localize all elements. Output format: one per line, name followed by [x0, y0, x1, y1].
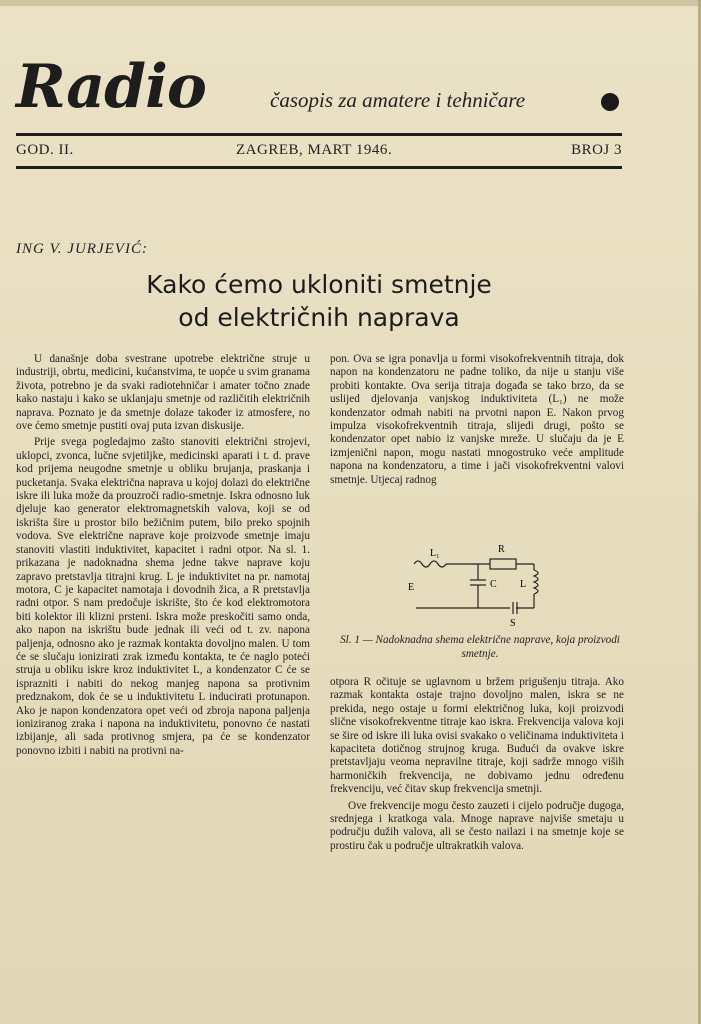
- label-l1: L₁: [430, 548, 440, 559]
- circuit-diagram: [330, 540, 624, 628]
- magazine-tagline: časopis za amatere i tehničare: [270, 88, 526, 112]
- label-c: C: [490, 579, 497, 590]
- masthead-rule-top: [16, 133, 622, 136]
- label-l: L: [520, 579, 527, 590]
- article-title-line1: Kako ćemo ukloniti smetnje: [146, 270, 492, 299]
- issue-place-date: ZAGREB, MART 1946.: [236, 142, 393, 158]
- issue-info-bar: [16, 142, 622, 162]
- masthead: [16, 52, 626, 122]
- label-s: S: [510, 618, 516, 628]
- body-paragraph: otpora R očituje se uglavnom u bržem prigušenju titraja. Ako razmak kontakta ostaje trajno dovoljno malen, iskra se ne prekida, nego ostaje u formi električnog luka, koji proizvodi slične visokofrekventne titraje kao iskra. Frekvencija valova koji se šire od iskre ili luka ovisi svakako o veličinama induktiviteta i kapaciteta dotičnog strujnog kruga. Budući da ovakve iskre pretstavljaju veoma nepravilne titraje, koji sadrže mnogo viših harmoničkih frekvencija, ne dobivamo jednu određenu frekvenciju, već čitav skup frekvencija smetnji.: [330, 676, 624, 796]
- article-title: [16, 268, 622, 334]
- body-paragraph: Prije svega pogledajmo zašto stanoviti električni strojevi, uklopci, zvonca, lučne svjetiljke, medicinski aparati i t. d. prave kod prijema neugodne smetnje u obliku brujanja, praskanja i pucketanja. Svaka električna naprava u kojoj dolazi do električne iskre ili luka može da prouzroči radio-smetnje. Iskra odnosno luk djeluje kao generator elektromagnetskih valova, koji se od iskrišta šire u prostor bilo bežičnim putem, bilo preko spojnih vodova. Sve električne naprave koje proizvode smetnje imaju stanoviti vlastiti induktivitet, kapacitet i radni otpor. Na sl. 1. prikazana je nadoknadna shema jedne takve naprave koju zapravo pretstavlja titrajni krug. L je induktivitet na pr. namotaj motora, C je kapacitet namotaja i dovodnih žica, a R pretstavlja radni otpor. S nam predočuje iskrište, što će kod elektromotora biti kolektor ili klizni prsteni. Iskra može preskočiti samo onda, ako napon na iskrištu bude jednak ili veći od t. zv. napona paljenja, odnosno ako je razmak kontakta dovoljno malen. U tom će se slučaju ionizirati zrak između kontakta, te će naglo poteći struja u obliku iskre kroz induktivitet L, a kondenzator C će se isprazniti i nabiti do nekog manjeg napona sa protivnim predznakom, dok će se u induktivitetu L inducirati protunapon. Ako je napon kondenzatora opet veći od zbroja napona paljenja ioniziranog zraka i napona na induktivitetu, ponovno će nastati izbijanje, ali sada protivnog smjera, pa će se kondenzator ponovno izbiti i nabiti na protivni na-: [16, 436, 310, 757]
- article-column-right-bottom: [330, 676, 624, 853]
- issue-number: BROJ 3: [571, 142, 622, 158]
- resistor-symbol: [490, 559, 516, 569]
- body-paragraph: U današnje doba svestrane upotrebe električne struje u industriji, obrtu, medicini, kućanstvima, te uopće u svim granama života, potrebno je da svaki radiotehničar i amater točno znade kako nastaju i kako se uklanjaju smetnje od različitih električnih naprava. Poznato je da smetnje dolaze također iz atmosfere, no ove ćemo smetnje pustiti ovaj puta izvan diskusije.: [16, 353, 310, 433]
- body-paragraph: pon. Ova se igra ponavlja u formi visokofrekventnih titraja, dok napon na kondenzatoru ne padne toliko, da nije u stanju više probiti kontakte. Ova serija titraja događa se tako brzo, da se uslijed djelovanja vanjskog induktiviteta (L₁) ne može kondenzator odmah nabiti na prvotni napon E. Nakon prvog impulza visokofrekventnih titraja, slijedi drugi, pošto se kondenzator opet nabio iz vanjske mreže. U slučaju da je E izmjenični napon, mogu nastati mnogostruko veće amplitude napona na kondenzatoru, a time i jači visokofrekventni valovi smetnje. Utjecaj radnog: [330, 353, 624, 486]
- inductor-l-coil: [534, 570, 538, 594]
- label-e: E: [408, 582, 415, 593]
- circuit-schematic: [330, 540, 624, 628]
- article-author: ING V. JURJEVIĆ:: [16, 241, 148, 257]
- masthead-rule-bottom: [16, 166, 622, 169]
- article-column-right-top: [330, 353, 624, 487]
- page-top-edge: [0, 0, 701, 6]
- article-column-left: [16, 353, 310, 758]
- figure-caption: Sl. 1 — Nadoknadna shema električne naprave, koja proizvodi smetnje.: [340, 634, 620, 660]
- label-r: R: [498, 544, 505, 555]
- article-title-line2: od električnih naprava: [178, 303, 460, 332]
- issue-year: GOD. II.: [16, 142, 74, 158]
- body-paragraph: Ove frekvencije mogu često zauzeti i cijelo područje dugoga, srednjega i kratkoga vala. Mnoge naprave najviše smetaju u području dužih valova, ali se često nailazi i na smetnje koje se prostiru čak u područje ultrakratkih valova.: [330, 799, 624, 852]
- masthead-dot-ornament: [601, 93, 619, 111]
- magazine-logo: Radio: [16, 52, 206, 122]
- inductor-l1-coil: [414, 561, 446, 567]
